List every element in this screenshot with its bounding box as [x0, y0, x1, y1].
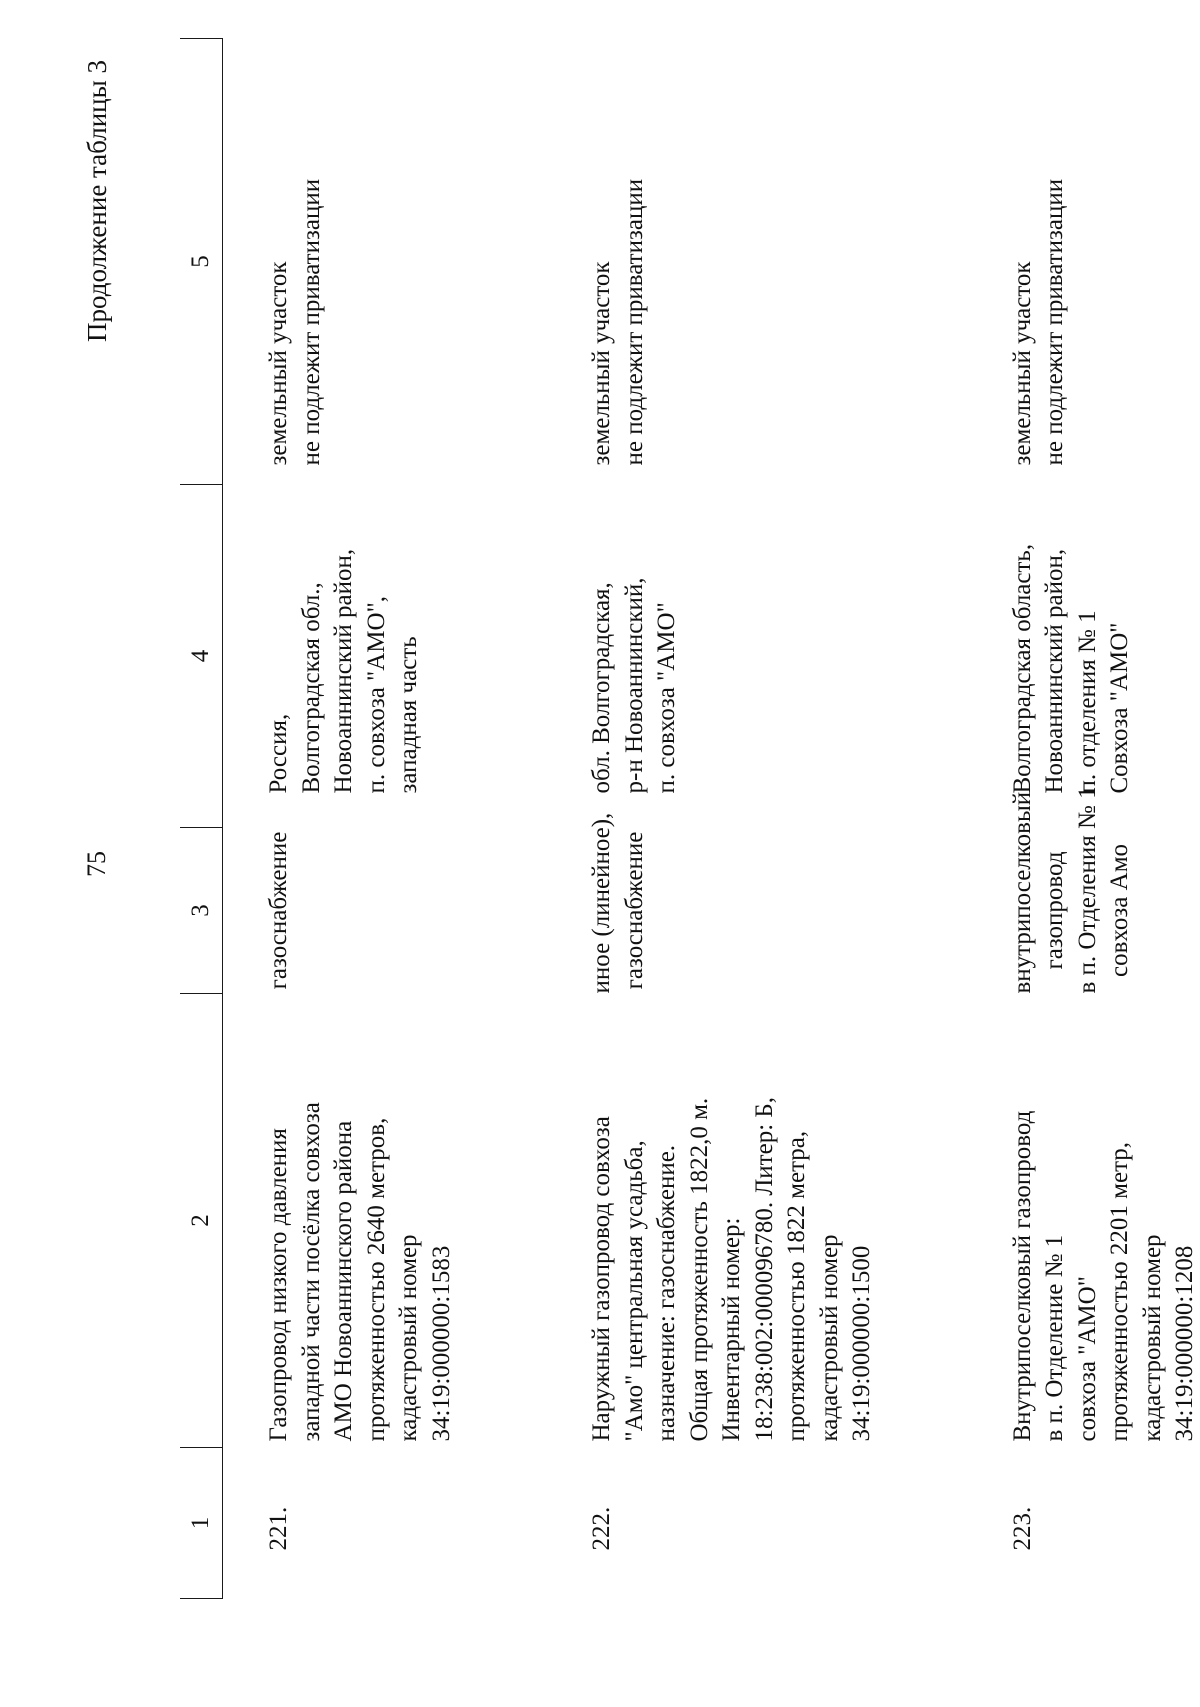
- object-name-line: Инвентарный номер:: [718, 1217, 745, 1442]
- object-note-line: земельный участок: [1008, 261, 1036, 466]
- object-note-line: не подлежит приватизации: [297, 178, 325, 466]
- object-note: [223, 39, 547, 485]
- object-address-line: Новоаннинский район,: [330, 548, 357, 794]
- object-name-line: Общая протяженность 1822,0 м.: [685, 1097, 713, 1442]
- table-row: [223, 39, 547, 1599]
- column-header-4: 4: [180, 485, 223, 828]
- row-number: 223.: [1008, 1506, 1036, 1551]
- object-address-line: Волгоградская обл.,: [297, 582, 325, 794]
- object-name-line: назначение: газоснабжение.: [653, 1144, 680, 1442]
- object-purpose-line: газопровод: [1041, 851, 1068, 970]
- object-purpose: [546, 812, 967, 994]
- object-purpose: [967, 786, 1200, 994]
- object-name-line: западной части посёлка совхоза: [297, 1102, 325, 1442]
- object-address-line: Новоаннинский район,: [1041, 548, 1068, 794]
- column-header-1: 1: [180, 1448, 223, 1599]
- object-name: [546, 994, 967, 1448]
- row-number: 222.: [588, 1506, 615, 1551]
- row-number: 221.: [265, 1506, 292, 1551]
- object-address: [967, 485, 1200, 828]
- object-name-line: совхоза "АМО": [1073, 1276, 1101, 1442]
- object-address-line: п. совхоза "АМО",: [362, 595, 390, 794]
- object-address: [223, 485, 547, 828]
- object-name-line: кадастровый номер: [1138, 1234, 1166, 1442]
- object-address: [546, 485, 967, 828]
- object-name: [967, 994, 1200, 1448]
- column-header-5: 5: [180, 39, 223, 485]
- object-name-line: протяженностью 1822 метра,: [783, 1130, 810, 1442]
- object-name-line: 34:19:000000:1583: [427, 1245, 455, 1442]
- object-note-line: не подлежит приватизации: [1041, 178, 1068, 466]
- object-name-line: 34:19:000000:1500: [848, 1245, 875, 1442]
- table-row: [546, 39, 967, 1599]
- object-name-line: протяженностью 2640 метров,: [362, 1117, 390, 1442]
- object-address-line: п. отделения № 1: [1073, 610, 1101, 794]
- object-purpose-line: в п. Отделения № 1: [1073, 786, 1101, 994]
- object-purpose-line: внутрипоселковый: [1008, 791, 1036, 994]
- object-address-line: п. совхоза "АМО": [653, 602, 680, 794]
- object-purpose-line: иное (линейное),: [588, 812, 615, 994]
- object-address-line: Совхоза "АМО": [1106, 622, 1133, 794]
- column-header-3: 3: [180, 828, 223, 994]
- object-name-line: Наружный газопровод совхоза: [588, 1116, 615, 1442]
- object-note-line: земельный участок: [588, 261, 615, 466]
- object-name-line: кадастровый номер: [395, 1234, 422, 1442]
- page-number: 75: [82, 851, 111, 877]
- object-name: [223, 994, 547, 1448]
- object-address-line: р-н Новоаннинский,: [620, 577, 648, 794]
- object-name-line: протяженностью 2201 метр,: [1106, 1141, 1133, 1442]
- object-address-line: западная часть: [395, 636, 422, 794]
- object-name-line: АМО Новоаннинского района: [330, 1120, 357, 1442]
- table-row: [967, 39, 1200, 1599]
- object-name-line: 34:19:000000:1208: [1171, 1245, 1198, 1442]
- object-note: [967, 39, 1200, 485]
- object-name-line: Газопровод низкого давления: [265, 1128, 292, 1442]
- object-name-line: 18:238:002:000096780. Литер: Б,: [750, 1097, 778, 1442]
- object-name-line: Внутрипоселковый газопровод: [1008, 1110, 1036, 1442]
- property-table: [180, 38, 1200, 1599]
- object-purpose-line: газоснабжение: [265, 831, 292, 990]
- object-purpose: [223, 828, 547, 994]
- object-note-line: земельный участок: [265, 261, 292, 466]
- object-address-line: обл. Волгоградская,: [588, 582, 615, 794]
- object-name-line: кадастровый номер: [815, 1234, 843, 1442]
- object-name-line: "Амо" центральная усадьба,: [620, 1140, 648, 1442]
- table-caption: Продолжение таблицы 3: [82, 60, 112, 342]
- object-note: [546, 39, 967, 485]
- object-purpose-line: совхоза Амо: [1106, 843, 1133, 978]
- object-address-line: Волгоградская область,: [1008, 543, 1036, 794]
- object-address-line: Россия,: [265, 713, 292, 794]
- object-name-line: в п. Отделение № 1: [1041, 1234, 1068, 1442]
- object-note-line: не подлежит приватизации: [620, 178, 648, 466]
- object-purpose-line: газоснабжение: [620, 831, 648, 990]
- column-header-2: 2: [180, 994, 223, 1448]
- column-number-row: [180, 39, 223, 1599]
